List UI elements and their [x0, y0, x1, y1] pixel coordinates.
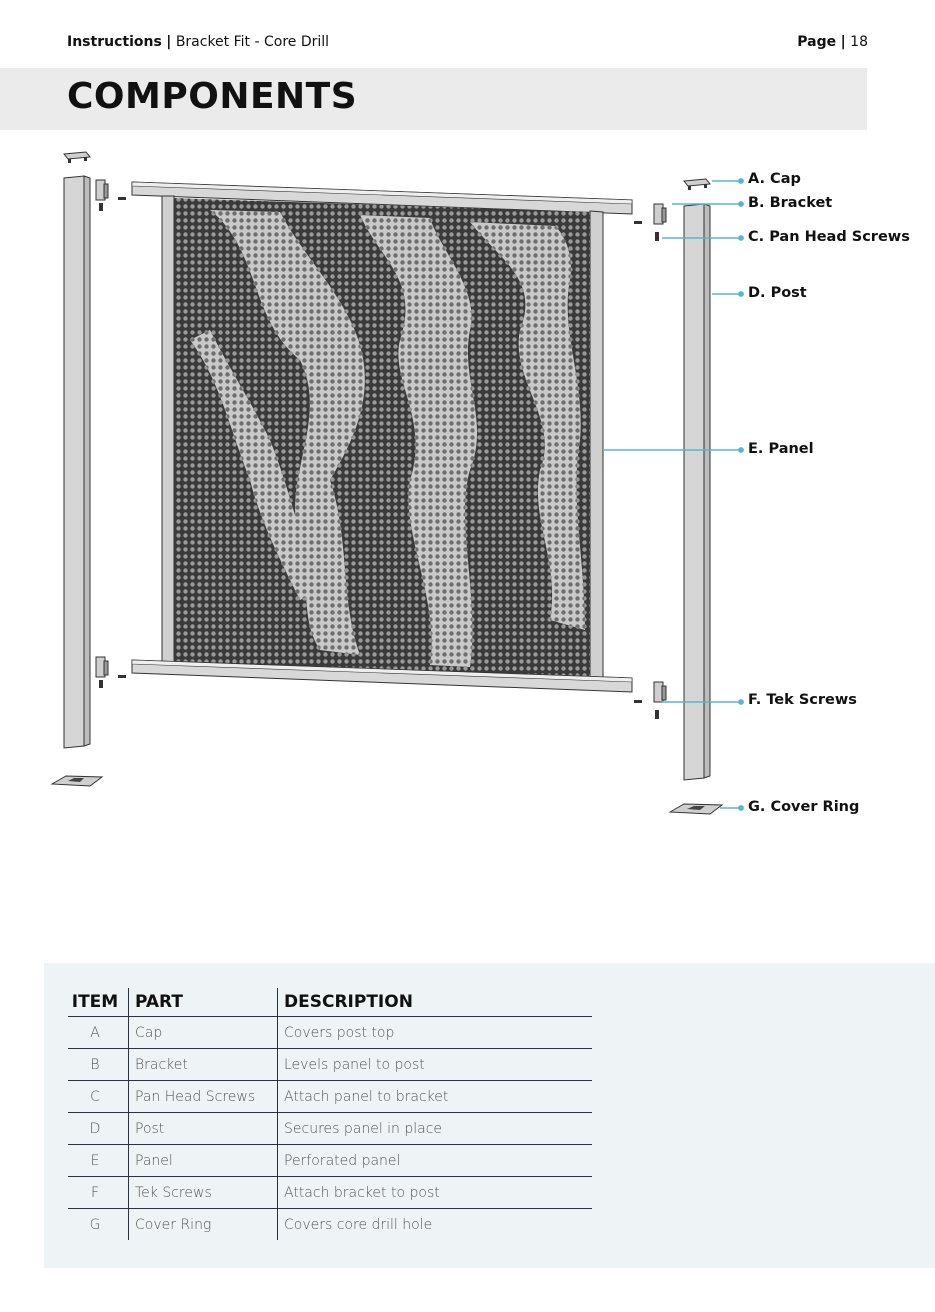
cell-item: F	[68, 1177, 129, 1209]
separator: |	[166, 34, 172, 50]
col-description-header: DESCRIPTION	[278, 988, 593, 1017]
callout-panel: E. Panel	[748, 441, 814, 457]
right-cover-ring	[670, 804, 722, 814]
left-cap	[64, 152, 90, 163]
table-row	[68, 1017, 592, 1049]
panel	[132, 182, 632, 692]
left-cover-ring	[52, 776, 102, 786]
page-label: Page	[797, 34, 837, 50]
cell-item: C	[68, 1081, 129, 1113]
cell-description: Covers post top	[278, 1017, 593, 1049]
cell-description: Levels panel to post	[278, 1049, 593, 1081]
cell-part: Cover Ring	[129, 1209, 278, 1241]
cell-description: Secures panel in place	[278, 1113, 593, 1145]
section-title: COMPONENTS	[67, 76, 358, 117]
table-header-row	[68, 988, 592, 1017]
doc-label: Instructions	[67, 34, 162, 50]
cell-description: Perforated panel	[278, 1145, 593, 1177]
col-part-header: PART	[129, 988, 278, 1017]
table-row	[68, 1081, 592, 1113]
table-row	[68, 1113, 592, 1145]
callout-pan-head-screws: C. Pan Head Screws	[748, 229, 910, 245]
left-post	[64, 176, 90, 748]
doc-title: Bracket Fit - Core Drill	[175, 34, 330, 50]
table-row	[68, 1177, 592, 1209]
cell-item: A	[68, 1017, 129, 1049]
right-bottom-bracket	[634, 682, 666, 719]
page-number: 18	[850, 34, 868, 50]
callout-bracket: B. Bracket	[748, 195, 833, 211]
callout-tek-screws: F. Tek Screws	[748, 692, 857, 708]
parts-table	[68, 988, 592, 1240]
cell-description: Covers core drill hole	[278, 1209, 593, 1241]
table-row	[68, 1049, 592, 1081]
cell-part: Pan Head Screws	[129, 1081, 278, 1113]
table-row	[68, 1209, 592, 1241]
cell-part: Post	[129, 1113, 278, 1145]
cell-description: Attach panel to bracket	[278, 1081, 593, 1113]
cell-part: Tek Screws	[129, 1177, 278, 1209]
cell-description: Attach bracket to post	[278, 1177, 593, 1209]
right-post	[684, 204, 710, 780]
col-item-header: ITEM	[68, 988, 129, 1017]
left-bottom-bracket	[96, 657, 126, 688]
left-top-bracket	[96, 180, 126, 211]
callout-cap: A. Cap	[748, 171, 801, 187]
cell-item: E	[68, 1145, 129, 1177]
cell-item: B	[68, 1049, 129, 1081]
table-row	[68, 1145, 592, 1177]
callout-post: D. Post	[748, 285, 807, 301]
cell-item: D	[68, 1113, 129, 1145]
cell-part: Cap	[129, 1017, 278, 1049]
cell-item: G	[89, 1216, 101, 1233]
leader-lines	[604, 179, 743, 810]
callout-cover-ring: G. Cover Ring	[748, 799, 860, 815]
page-separator: |	[840, 34, 846, 50]
cell-part: Panel	[129, 1145, 278, 1177]
right-cap	[684, 179, 710, 190]
cell-part: Bracket	[129, 1049, 278, 1081]
right-top-bracket	[634, 204, 666, 241]
